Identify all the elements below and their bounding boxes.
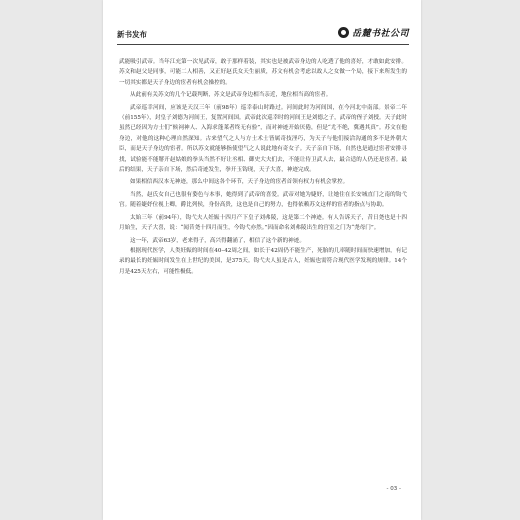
- publisher-logo-icon: [338, 27, 349, 38]
- page-number: - 03 -: [386, 486, 401, 492]
- paragraph: 武帝巡幸河间，应该是天汉三年（前98年）巡幸泰山时路过。河间此时为河间国，在今河北中南部。景帝二年（前155年），封皇子刘德为河间王，复置河间国。武帝此次巡幸时的河间王是刘德之子，武帝的侄子刘授。天子此时虽然已经因为方士们“候祠神人、入海求蓬莱者终无有验”，而对神迹开始厌倦，但是“尤不绝，冀遇其真”。苏文在他身边，对他的这种心理自然深知。古来望气之人与方士术士皆属奇技淫巧，为天子与他们接洽沟通的多不是外朝大臣，而是天子身边的宦者。所以苏文就能够指使望气之人说此地有奇女子。天子亲自下场，自然也是通过宦者安排寻找，试验能不能掰开赵姑娘的拳头当然不好让丞相、御史大夫们去，不能让侍卫武人去，最合适的人仍还是宦者。最后的结果，天子亲自下场，然后奇迹发生，拳开玉钩现，天子大喜，神迹完成。: [119, 104, 407, 174]
- paragraph: 如果相信西汉本无神迹，那么中间这各个环节，天子身边的宦者首领有权力有机会掌控。: [130, 179, 349, 186]
- page-header: [117, 26, 409, 42]
- section-label: 新书发布: [117, 30, 147, 39]
- paragraph: 这一年，武帝63岁，老来得子，高兴得翻涌了，相信了这个新的神迹。: [130, 237, 305, 244]
- publisher-name: 岳麓书社公司: [351, 29, 409, 39]
- paragraph: 武能吸引武帝。当年江充第一次见武帝，敢于那样着装，其实也是被武帝身边的人吃透了他的喜好，才敢如此安排。苏文和赵父是同事，可能二人相善，又正好赵氏女天生丽质，苏文有机会考虑以故人之女做一个局，接下来所发生的一切其实都是天子身边的宦者有机会操控的。: [119, 59, 407, 86]
- paragraph: 根据现代医学，人类妊娠的时间在40–42周之间，如长于42周仍不能生产，死胎的几率随时间而快速增加，有记录的最长的妊娠时间发生在上世纪的美国，是375天。钩弋夫人虽是古人，妊娠也需符合现代医学发现的规律。14个月是425天左右，可能性极低。: [119, 247, 407, 275]
- book-page: [103, 0, 421, 520]
- body-text: [119, 57, 407, 277]
- paragraph: 当然，赵氏女自己也很有姿色与本事，她得到了武帝的喜爱。武帝对她为婕妤，让她住在长安城直门之南的钩弋宫。随着婕妤位视上卿，爵比列侯，身份高贵，这也是自己的努力，也得依赖苏文这样的宦者的指点与协助。: [119, 191, 407, 209]
- publisher-brand: [338, 26, 409, 39]
- paragraph: 从此前有关苏文的几个记载判断，苏文是武帝身边相当亲近，地位相当高的宦者。: [130, 92, 332, 99]
- header-rule: [117, 44, 409, 45]
- paragraph: 太始三年（前94年），钩弋夫人妊娠十四月产下皇子刘弗陵，这是第二个神迹。有人告诉天子，昔日尧也是十四月始生，天子大喜，说：“闻昔尧十四月而生，今钩弋亦然。”因而命名刘弗陵出生的宫室之门为“尧母门”。: [119, 214, 407, 232]
